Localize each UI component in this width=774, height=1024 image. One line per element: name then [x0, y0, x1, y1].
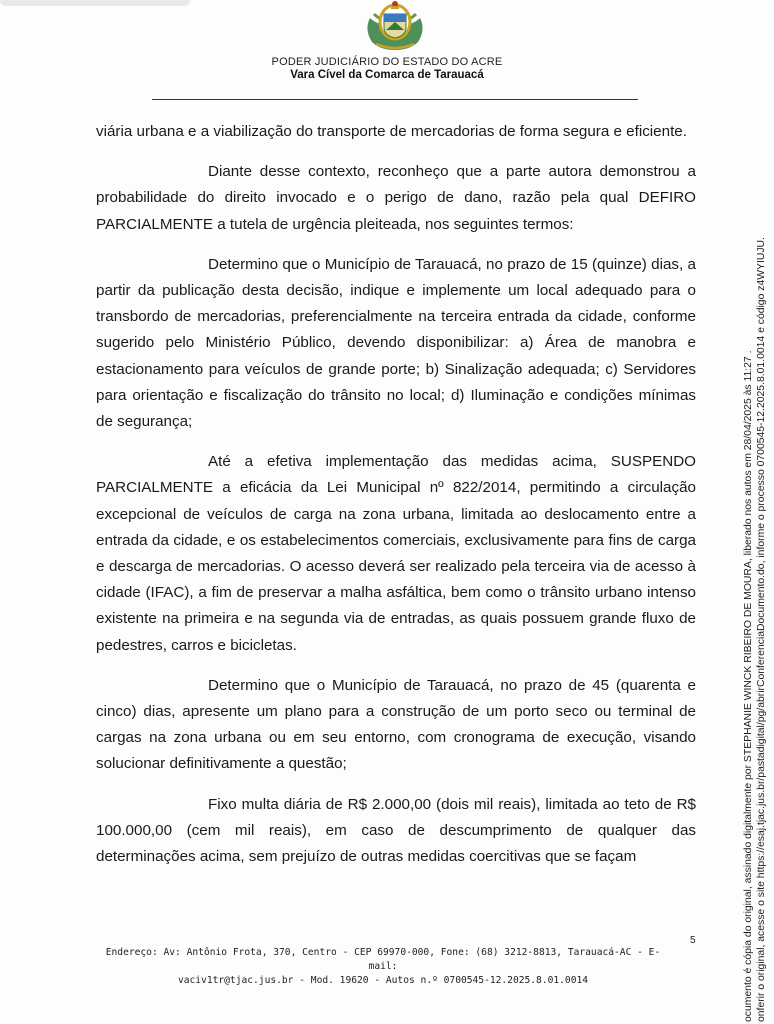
digital-signature-stamp: [742, 22, 768, 1022]
paragraph-order-transbordo: Determino que o Município de Tarauacá, no prazo de 15 (quinze) dias, a partir da publicação desta decisão, indique e implemente um local adequado para o transbordo de mercadorias, preferencialmente na terceira entrada da cidade, conforme sugerido pelo Ministério Público, devendo disponibilizar: a) Área de manobra e estacionamento para veículos de grande porte; b) Sinalização adequada; c) Servidores para orientação e fiscalização do trânsito no local; d) Iluminação e condições mínimas de segurança;: [96, 255, 696, 431]
page-footer: [98, 946, 668, 988]
court-unit: Vara Cível da Comarca de Tarauacá: [290, 69, 484, 81]
footer-email-link[interactable]: vaciv1tr@tjac.jus.br: [177, 975, 294, 986]
page-number: 5: [690, 935, 696, 946]
paragraph-suspension: Até a efetiva implementação das medidas acima, SUSPENDO PARCIALMENTE a eficácia da Lei Municipal nº 822/2014, permitindo a circulação excepcional de veículos de carga na zona urbana, limitada ao deslocamento entre a entrada da cidade, e os estabelecimentos comerciais, exclusivamente para fins de carga e descarga de mercadorias. O acesso deverá ser realizado pela terceira via de acesso à cidade (IFAC), a fim de preservar a malha asfáltica, bem como o trânsito urbano intenso existente na primeira e na segunda via de entradas, as quais possuem grande fluxo de pedestres, carros e bicicletas.: [96, 453, 696, 654]
signature-notice: ocumento é cópia do original, assinado digitalmente por STEPHANIE WINCK RIBEIRO DE MOURA, liberado nos autos em 28/04/2025 às 11:27 .: [743, 350, 754, 1022]
footer-line2: [98, 974, 668, 988]
document-header: [0, 56, 774, 81]
footer-case-info: - Mod. 19620 - Autos n.º 0700545-12.2025.8.01.0014: [293, 975, 589, 986]
coat-of-arms-icon: [362, 0, 428, 52]
header-divider: [152, 99, 638, 100]
paragraph-daily-fine: Fixo multa diária de R$ 2.000,00 (dois mil reais), limitada ao teto de R$ 100.000,00 (cem mil reais), em caso de descumprimento de qualquer das determinações acima, sem prejuízo de outras medidas coercitivas que se façam: [96, 795, 696, 866]
court-name: PODER JUDICIÁRIO DO ESTADO DO ACRE: [271, 56, 503, 68]
decision-body: [96, 119, 696, 884]
verification-notice: onferir o original, acesse o site https://esaj.tjac.jus.br/pastadigital/pg/abrirConferenciaDocumento.do, informe o processo 0700545-12.2025.8.01.0014 e código z4WYIUJU.: [756, 237, 767, 1022]
paragraph-ruling: Diante desse contexto, reconheço que a parte autora demonstrou a probabilidade do direito invocado e o perigo de dano, razão pela qual DEFIRO PARCIALMENTE a tutela de urgência pleiteada, nos seguintes termos:: [96, 163, 696, 233]
footer-address: Endereço: Av: Antônio Frota, 370, Centro - CEP 69970-000, Fone: (68) 3212-8813, Tarauacá-AC - E-mail:: [105, 947, 661, 972]
paragraph-order-porto-seco: Determino que o Município de Tarauacá, no prazo de 45 (quarenta e cinco) dias, apresente um plano para a construção de um porto seco ou terminal de cargas na zona urbana ou em seu entorno, com cronograma de execução, visando solucionar definitivamente a questão;: [96, 676, 696, 773]
paragraph-continuation: viária urbana e a viabilização do transporte de mercadorias de forma segura e eficiente.: [96, 123, 687, 140]
top-edge-shadow: [0, 0, 190, 6]
